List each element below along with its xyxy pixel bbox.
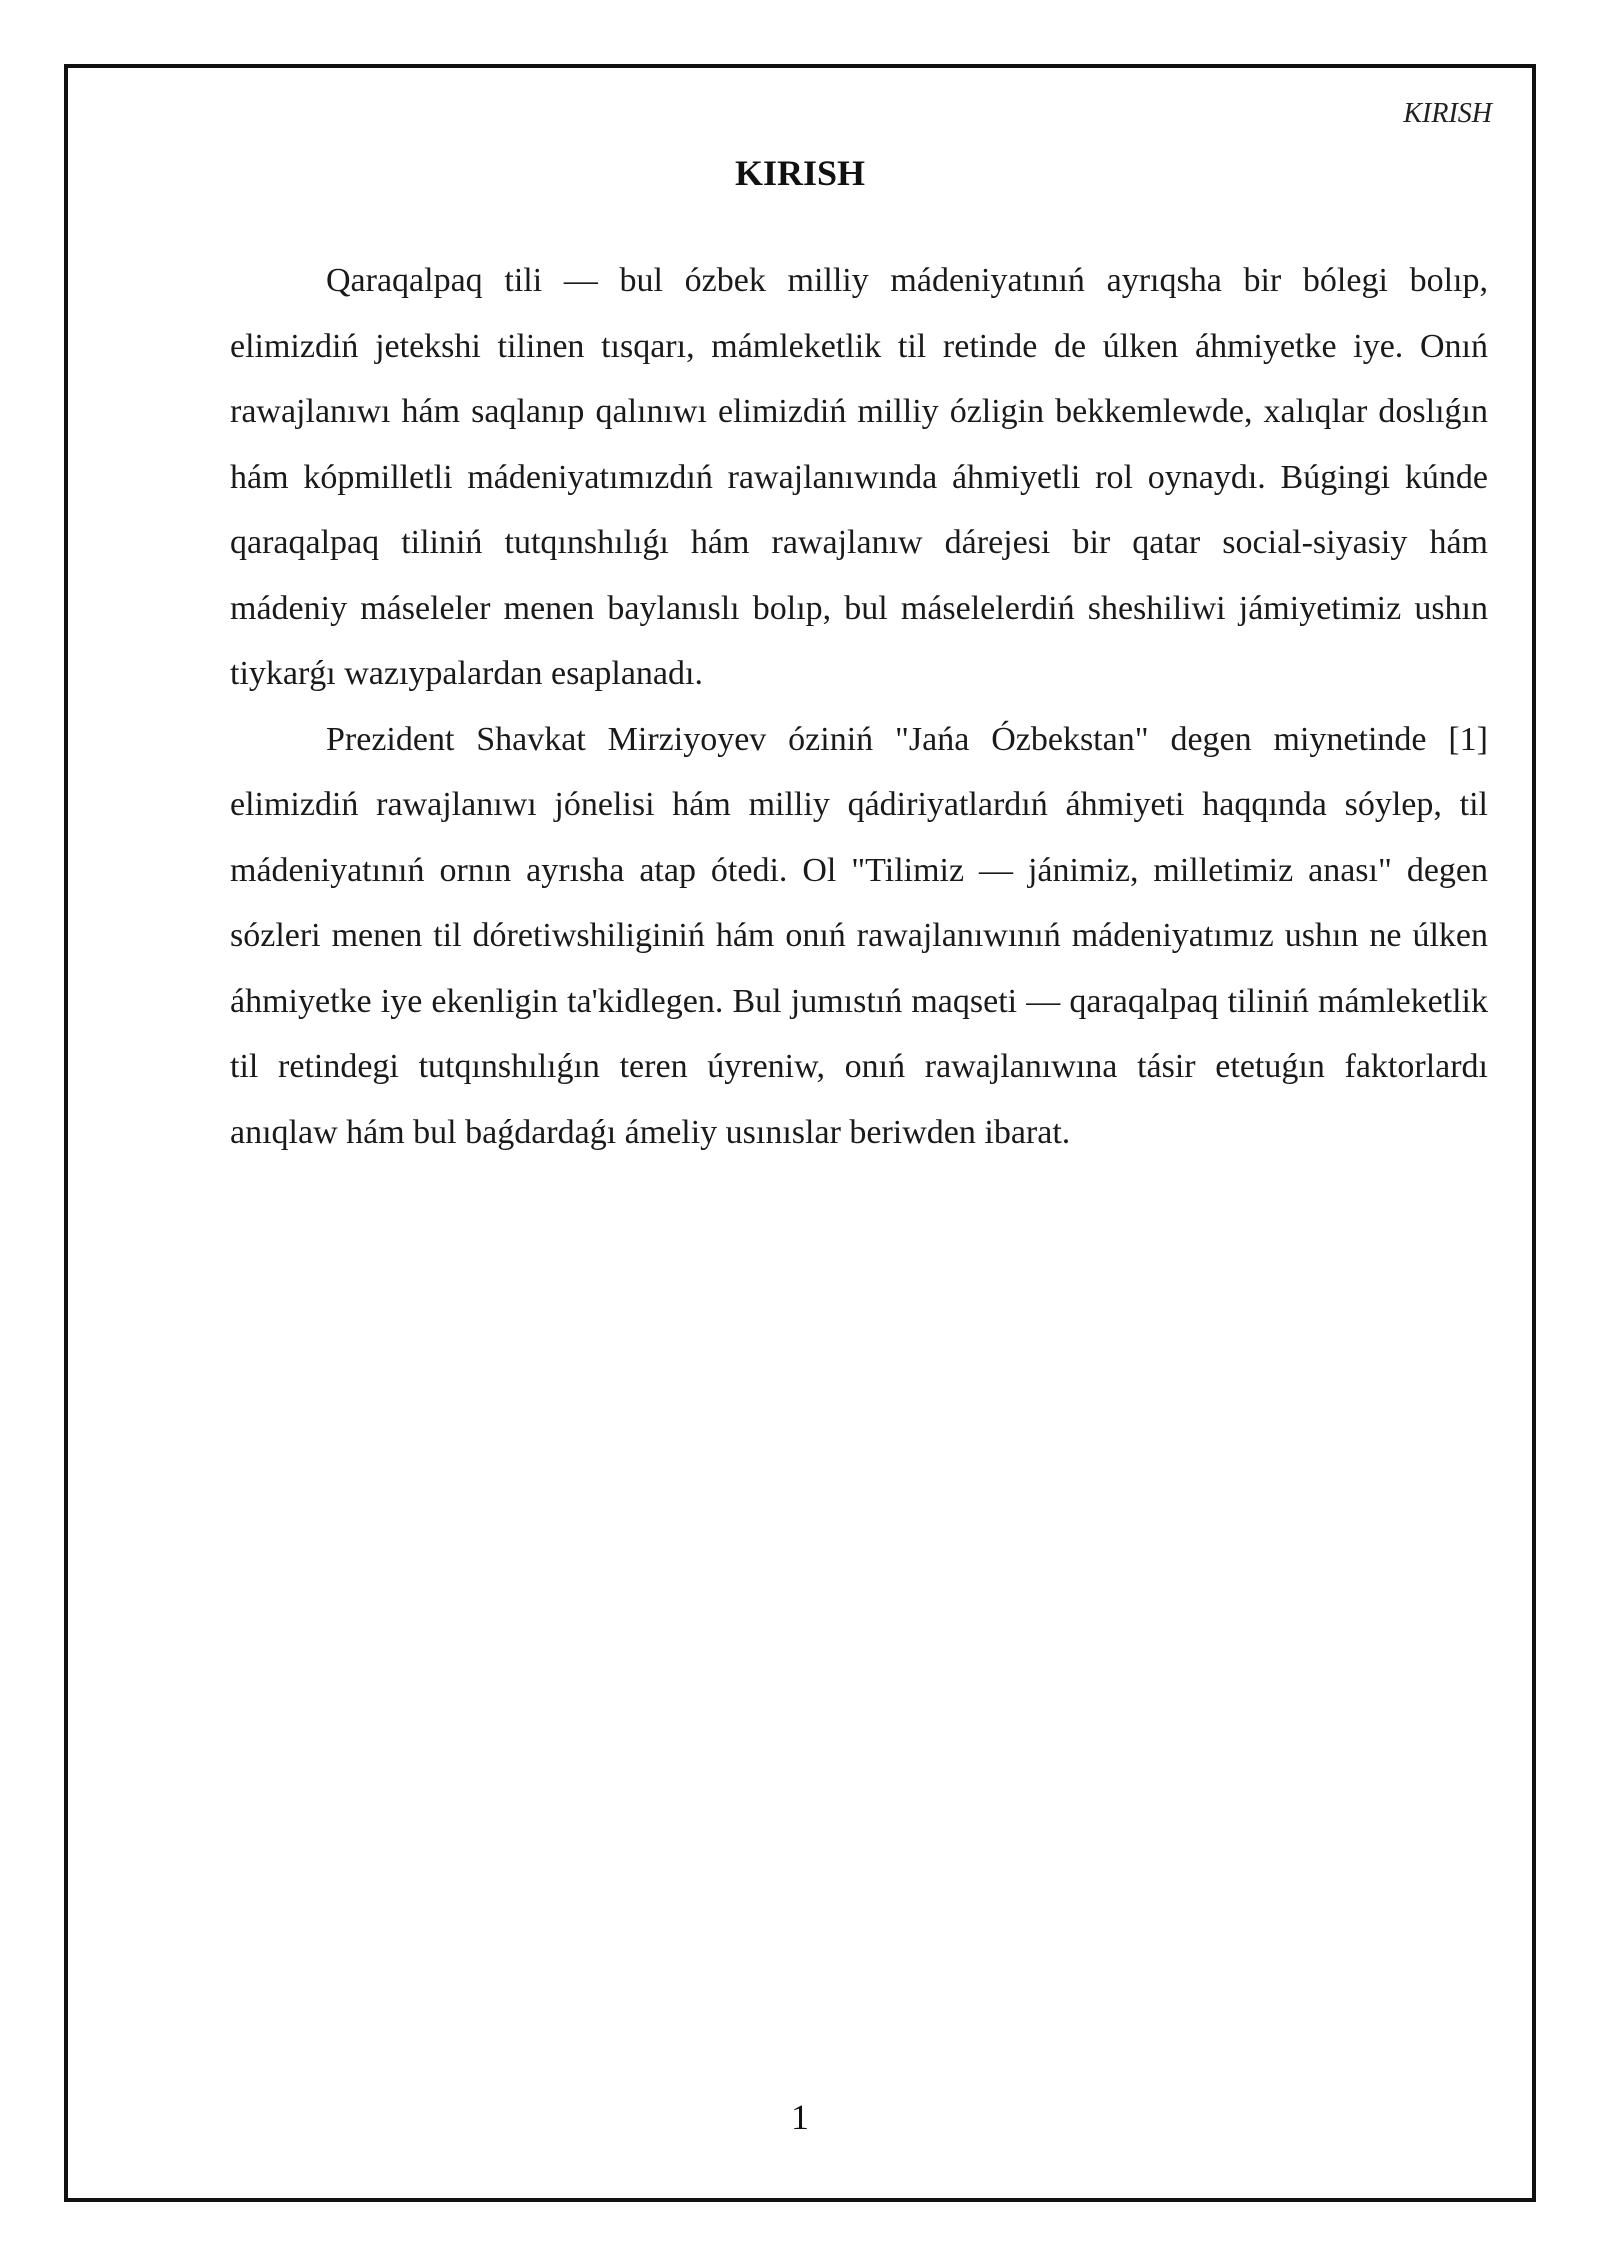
running-header: KIRISH xyxy=(1403,98,1492,129)
paragraph-1: Qaraqalpaq tili — bul ózbek milliy mádeniyatınıń ayrıqsha bir bólegi bolıp, elimizdiń jetekshi tilinen tısqarı, mámleketlik til retinde de úlken áhmiyetke iye. Onıń rawajlanıwı hám saqlanıp qalınıwı elimizdiń milliy ózligin bekkemlewde, xalıqlar doslıǵın hám kópmilletli mádeniyatımızdıń rawajlanıwında áhmiyetli rol oynaydı. Búgingi kúnde qaraqalpaq tiliniń tutqınshılıǵı hám rawajlanıw dárejesi bir qatar social-siyasiy hám mádeniy máseleler menen baylanıslı bolıp, bul máselelerdiń sheshiliwi jámiyetimiz ushın tiykarǵı wazıypalardan esaplanadı. xyxy=(230,262,1488,692)
document-title: KIRISH xyxy=(734,153,866,193)
paragraph-2: Prezident Shavkat Mirziyoyev óziniń "Jańa Ózbekstan" degen miynetinde [1] elimizdiń rawajlanıwı jónelisi hám milliy qádiriyatlardıń áhmiyeti haqqında sóylep, til mádeniyatınıń ornın ayrısha atap ótedi. Ol "Tilimiz — jánimiz, milletimiz anası" degen sózleri menen til dóretiwshiliginiń hám onıń rawajlanıwınıń mádeniyatımız ushın ne úlken áhmiyetke iye ekenligin ta'kidlegen. Bul jumıstıń maqseti — qaraqalpaq tiliniń mámleketlik til retindegi tutqınshılıǵın teren úyreniw, onıń rawajlanıwına tásir etetuǵın faktorlardı anıqlaw hám bul baǵdardaǵı ámeliy usınıslar beriwden ibarat. xyxy=(230,720,1488,1151)
page-number: 1 xyxy=(791,2097,809,2137)
document-body xyxy=(230,248,1488,1165)
